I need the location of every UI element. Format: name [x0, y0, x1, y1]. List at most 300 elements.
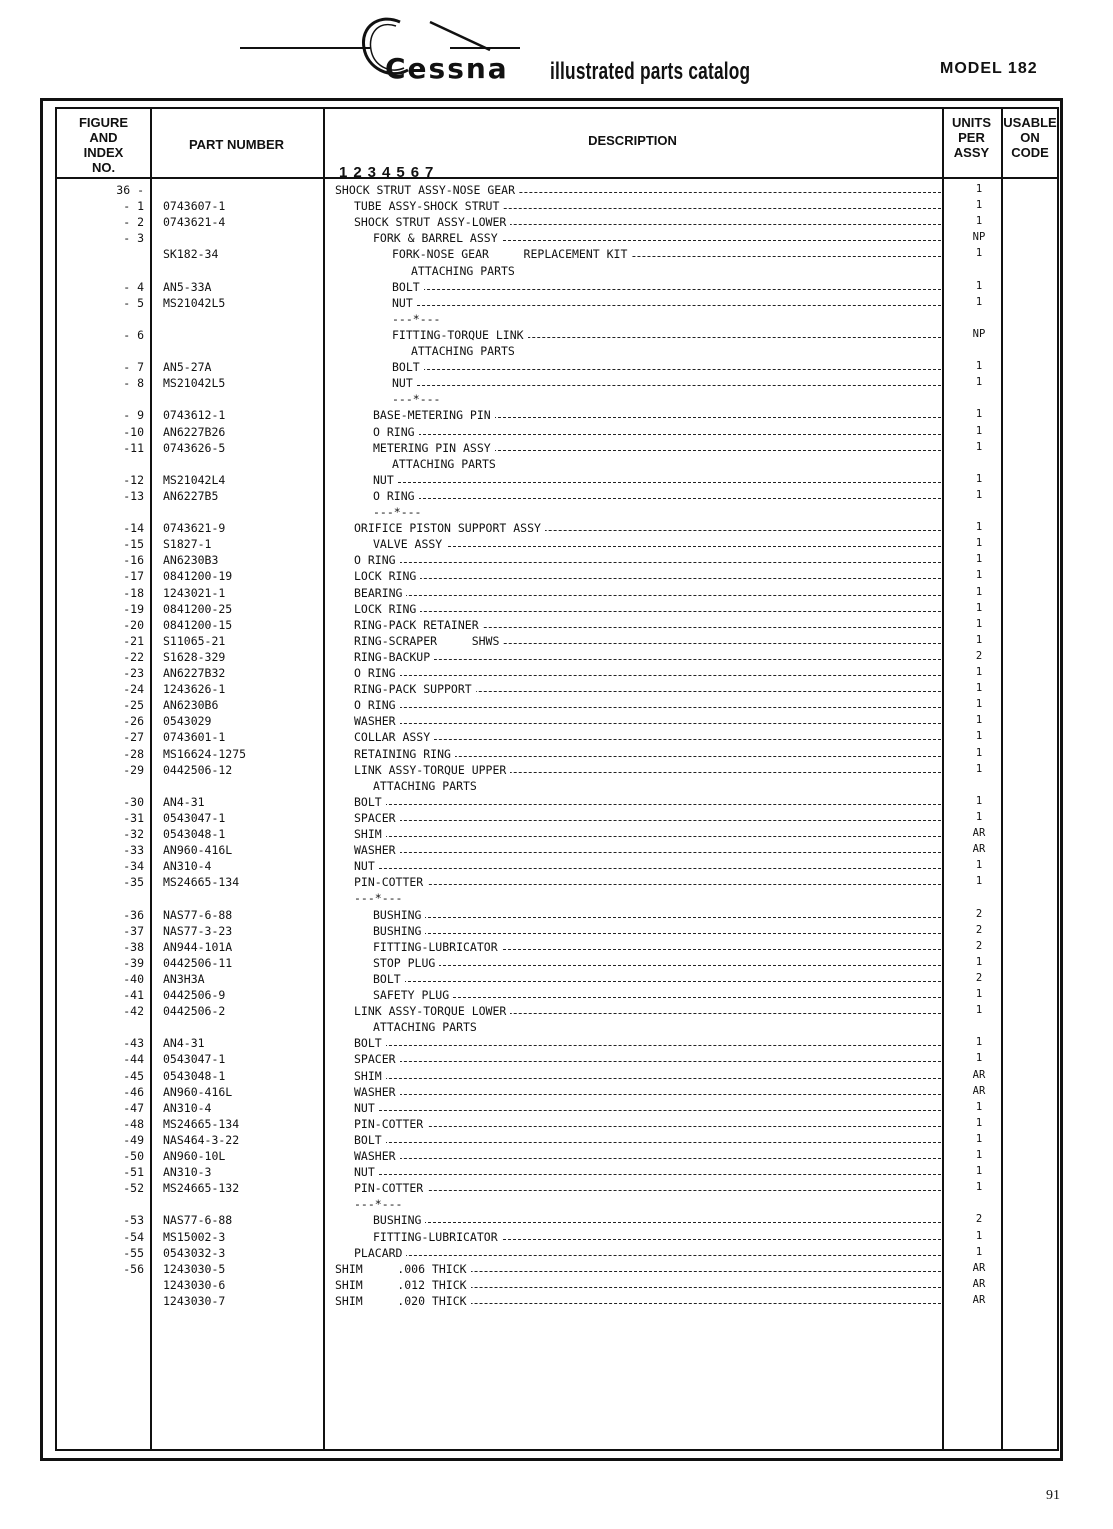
part-number: AN6227B26 — [163, 424, 226, 439]
figure-index: -28 — [123, 746, 144, 761]
figure-index: -51 — [123, 1165, 144, 1180]
figure-index: - 5 — [123, 295, 144, 310]
units-per-assy: 1 — [975, 569, 983, 582]
description-text: STOP PLUG — [373, 956, 439, 970]
figure-index: -53 — [123, 1213, 144, 1228]
part-description — [354, 1246, 941, 1260]
table-row — [57, 264, 1057, 280]
table-row — [57, 408, 1057, 424]
figure-index: -49 — [123, 1132, 144, 1147]
units-per-assy: 1 — [975, 1245, 983, 1258]
figure-index: -46 — [123, 1084, 144, 1099]
units-per-assy: 2 — [975, 1213, 983, 1226]
description-text: WASHER — [354, 1149, 400, 1163]
units-per-assy: 1 — [975, 714, 983, 727]
part-number: MS21042L4 — [163, 472, 226, 487]
figure-index: -35 — [123, 875, 144, 890]
parts-table-frame — [40, 98, 1063, 1461]
part-description — [373, 1213, 941, 1227]
part-number: AN310-3 — [163, 1165, 212, 1180]
part-number: NAS77-6-88 — [163, 1213, 233, 1228]
table-row — [57, 1246, 1057, 1262]
header-description-levels: 1234567 — [339, 164, 440, 181]
description-text: BUSHING — [373, 924, 425, 938]
part-description — [373, 988, 941, 1002]
figure-index: -42 — [123, 1004, 144, 1019]
table-row — [57, 1085, 1057, 1101]
table-row — [57, 441, 1057, 457]
table-row — [57, 1117, 1057, 1133]
part-description — [392, 312, 941, 326]
figure-index: - 9 — [123, 408, 144, 423]
table-row — [57, 763, 1057, 779]
part-number: MS24665-134 — [163, 875, 240, 890]
part-number: 0543048-1 — [163, 1068, 226, 1083]
table-row — [57, 779, 1057, 795]
units-per-assy: 1 — [975, 698, 983, 711]
description-text: LOCK RING — [354, 569, 420, 583]
table-row — [57, 924, 1057, 940]
description-text: RING-PACK SUPPORT — [354, 682, 476, 696]
description-text: ORIFICE PISTON SUPPORT ASSY — [354, 521, 545, 535]
figure-index: - 2 — [123, 215, 144, 230]
units-per-assy: 1 — [975, 215, 983, 228]
description-text: BEARING — [354, 586, 406, 600]
table-row — [57, 1004, 1057, 1020]
description-text: O RING — [354, 698, 400, 712]
part-description — [392, 360, 941, 374]
part-description — [392, 296, 941, 310]
part-description — [373, 1020, 941, 1034]
header-divider — [57, 177, 1057, 179]
part-description — [354, 795, 941, 809]
figure-index: - 4 — [123, 279, 144, 294]
table-row — [57, 811, 1057, 827]
table-row — [57, 328, 1057, 344]
table-row — [57, 586, 1057, 602]
figure-index: -56 — [123, 1261, 144, 1276]
description-text: LINK ASSY-TORQUE UPPER — [354, 763, 510, 777]
figure-index: -21 — [123, 633, 144, 648]
part-description — [354, 730, 941, 744]
figure-index: -40 — [123, 971, 144, 986]
units-per-assy: 1 — [975, 1181, 983, 1194]
table-row — [57, 296, 1057, 312]
units-per-assy: 2 — [975, 971, 983, 984]
figure-index: -27 — [123, 730, 144, 745]
part-description — [373, 425, 941, 439]
part-description — [392, 392, 941, 406]
units-per-assy: AR — [972, 1277, 986, 1290]
part-description — [373, 537, 941, 551]
header-figure: FIGURE AND INDEX NO. — [78, 115, 129, 175]
part-number: AN960-416L — [163, 843, 233, 858]
table-row — [57, 940, 1057, 956]
part-number: 0543032-3 — [163, 1245, 226, 1260]
part-description — [354, 763, 941, 777]
part-description — [354, 618, 941, 632]
part-description — [354, 714, 941, 728]
description-text: TUBE ASSY-SHOCK STRUT — [354, 199, 503, 213]
part-description — [354, 215, 941, 229]
description-text: ATTACHING PARTS — [373, 1020, 481, 1034]
part-description — [354, 1197, 941, 1211]
figure-index: -16 — [123, 553, 144, 568]
part-number: 0743601-1 — [163, 730, 226, 745]
description-text: WASHER — [354, 1085, 400, 1099]
figure-index: -37 — [123, 923, 144, 938]
units-per-assy: 1 — [975, 183, 983, 195]
part-description — [354, 875, 941, 889]
description-text: PLACARD — [354, 1246, 406, 1260]
part-description — [354, 698, 941, 712]
description-text: ---*--- — [354, 1197, 406, 1211]
units-per-assy: NP — [972, 327, 986, 340]
table-row — [57, 1149, 1057, 1165]
part-description — [373, 1230, 941, 1244]
description-text: O RING — [373, 425, 419, 439]
figure-index: 36 - — [116, 183, 144, 197]
units-per-assy: 1 — [975, 553, 983, 566]
part-number: 1243030-5 — [163, 1261, 226, 1276]
part-description — [354, 1117, 941, 1131]
part-number: 0543048-1 — [163, 827, 226, 841]
units-per-assy: 1 — [975, 988, 983, 1000]
description-text: BOLT — [354, 1036, 386, 1050]
units-per-assy: 2 — [975, 649, 983, 662]
part-number: AN6230B3 — [163, 553, 219, 568]
part-description — [373, 779, 941, 793]
part-number: 0841200-25 — [163, 601, 233, 616]
figure-index: -11 — [123, 440, 144, 455]
table-row — [57, 1069, 1057, 1085]
part-number: S1827-1 — [163, 537, 212, 552]
figure-index: -30 — [123, 794, 144, 809]
figure-index: - 1 — [123, 199, 144, 214]
description-text: PIN-COTTER — [354, 1117, 427, 1131]
part-description — [392, 247, 941, 261]
description-text: FORK-NOSE GEAR REPLACEMENT KIT — [392, 247, 631, 261]
part-description — [354, 650, 941, 664]
part-number: MS24665-132 — [163, 1181, 240, 1196]
part-number: S1628-329 — [163, 649, 226, 664]
table-row — [57, 602, 1057, 618]
table-row — [57, 988, 1057, 1004]
table-row — [57, 231, 1057, 247]
description-text: SHIM .006 THICK — [335, 1262, 471, 1276]
units-per-assy: 1 — [975, 440, 983, 453]
part-number: 0442506-12 — [163, 762, 233, 777]
description-text: BOLT — [392, 280, 424, 294]
units-per-assy: 1 — [975, 746, 983, 759]
description-text: METERING PIN ASSY — [373, 441, 495, 455]
table-row — [57, 425, 1057, 441]
description-text: NUT — [354, 1101, 379, 1115]
description-text: SHIM .020 THICK — [335, 1294, 471, 1308]
table-row — [57, 457, 1057, 473]
part-description — [354, 1101, 941, 1115]
units-per-assy: 1 — [975, 1100, 983, 1113]
part-number: AN944-101A — [163, 939, 233, 954]
table-row — [57, 1294, 1057, 1310]
part-number: NAS464-3-22 — [163, 1132, 240, 1147]
part-description — [354, 1052, 941, 1066]
table-row — [57, 682, 1057, 698]
units-per-assy: 1 — [975, 247, 983, 260]
part-description — [354, 1069, 941, 1083]
part-number: MS16624-1275 — [163, 746, 247, 761]
figure-index: -47 — [123, 1100, 144, 1115]
figure-index: -22 — [123, 649, 144, 664]
part-description — [373, 940, 941, 954]
units-per-assy: NP — [972, 231, 986, 244]
units-per-assy: 1 — [975, 762, 983, 775]
figure-index: -31 — [123, 810, 144, 825]
figure-index: -23 — [123, 666, 144, 680]
units-per-assy: 1 — [975, 360, 983, 373]
part-number: 0841200-15 — [163, 617, 233, 632]
part-description — [354, 1149, 941, 1163]
figure-index: -24 — [123, 682, 144, 697]
part-number: 0743621-4 — [163, 215, 226, 230]
part-description — [411, 344, 941, 358]
part-description — [373, 231, 941, 245]
part-description — [354, 859, 941, 873]
table-row — [57, 698, 1057, 714]
description-text: SHOCK STRUT ASSY-NOSE GEAR — [335, 183, 519, 197]
units-per-assy: 1 — [975, 488, 983, 501]
figure-index: -19 — [123, 601, 144, 616]
part-description — [392, 457, 941, 471]
units-per-assy: AR — [972, 1293, 986, 1306]
part-description — [411, 264, 941, 278]
part-description — [373, 908, 941, 922]
description-text: LINK ASSY-TORQUE LOWER — [354, 1004, 510, 1018]
part-number: SK182-34 — [163, 247, 219, 262]
description-text: WASHER — [354, 843, 400, 857]
figure-index: - 8 — [123, 376, 144, 391]
part-description — [335, 1262, 941, 1276]
units-per-assy: 2 — [975, 907, 983, 920]
units-per-assy: 1 — [975, 585, 983, 598]
description-text: FITTING-LUBRICATOR — [373, 940, 502, 954]
part-number: AN4-31 — [163, 794, 205, 809]
table-row — [57, 473, 1057, 489]
part-number: AN6230B6 — [163, 698, 219, 713]
part-description — [373, 505, 941, 519]
part-description — [354, 811, 941, 825]
table-row — [57, 1052, 1057, 1068]
description-text: BOLT — [354, 1133, 386, 1147]
table-row — [57, 747, 1057, 763]
part-number: 0543029 — [163, 714, 212, 729]
figure-index: -32 — [123, 827, 144, 841]
part-description — [373, 956, 941, 970]
figure-index: -39 — [123, 955, 144, 970]
part-description — [354, 843, 941, 857]
units-per-assy: 1 — [975, 875, 983, 888]
part-description — [354, 199, 941, 213]
description-text: ---*--- — [373, 505, 425, 519]
units-per-assy: 1 — [975, 279, 983, 292]
units-per-assy: 1 — [975, 1052, 983, 1065]
description-text: ---*--- — [354, 891, 406, 905]
part-number: AN310-4 — [163, 1100, 212, 1115]
table-row — [57, 215, 1057, 231]
figure-index: -29 — [123, 762, 144, 777]
table-row — [57, 312, 1057, 328]
figure-index: -12 — [123, 472, 144, 487]
table-row — [57, 360, 1057, 376]
part-number: 0442506-2 — [163, 1004, 226, 1019]
table-row — [57, 521, 1057, 537]
units-per-assy: 1 — [975, 376, 983, 389]
part-description — [354, 1181, 941, 1195]
table-row — [57, 1036, 1057, 1052]
units-per-assy: 1 — [975, 1132, 983, 1145]
figure-index: -34 — [123, 859, 144, 874]
part-description — [335, 1278, 941, 1292]
part-description — [335, 1294, 941, 1308]
catalog-title: illustrated parts catalog — [550, 58, 751, 85]
part-description — [354, 521, 941, 535]
table-row — [57, 1278, 1057, 1294]
table-row — [57, 634, 1057, 650]
units-per-assy: 1 — [975, 1165, 983, 1178]
part-description — [354, 1165, 941, 1179]
table-row — [57, 891, 1057, 907]
description-text: BUSHING — [373, 1213, 425, 1227]
description-text: SHIM — [354, 1069, 386, 1083]
description-text: RING-BACKUP — [354, 650, 434, 664]
description-text: RING-PACK RETAINER — [354, 618, 483, 632]
part-number: AN3H3A — [163, 971, 205, 986]
part-number: AN310-4 — [163, 859, 212, 874]
table-row — [57, 1101, 1057, 1117]
description-text: NUT — [392, 376, 417, 390]
figure-index: -10 — [123, 424, 144, 439]
figure-index: -36 — [123, 907, 144, 922]
part-description — [354, 586, 941, 600]
part-description — [354, 891, 941, 905]
table-row — [57, 730, 1057, 746]
table-row — [57, 972, 1057, 988]
units-per-assy: 1 — [975, 617, 983, 630]
table-row — [57, 344, 1057, 360]
part-number: 0442506-11 — [163, 955, 233, 970]
units-per-assy: 1 — [975, 666, 983, 678]
figure-index: -54 — [123, 1229, 144, 1244]
part-description — [373, 924, 941, 938]
page-header — [0, 0, 1113, 100]
figure-index: -48 — [123, 1116, 144, 1131]
part-description — [354, 634, 941, 648]
figure-index: -14 — [123, 521, 144, 536]
table-row — [57, 666, 1057, 682]
figure-index: -13 — [123, 488, 144, 503]
part-description — [354, 827, 941, 841]
table-row — [57, 1230, 1057, 1246]
page-number: 91 — [1046, 1488, 1060, 1503]
table-row — [57, 908, 1057, 924]
part-number: AN960-10L — [163, 1149, 226, 1163]
part-description — [354, 682, 941, 696]
units-per-assy: 1 — [975, 1229, 983, 1242]
part-description — [373, 408, 941, 422]
units-per-assy: 1 — [975, 601, 983, 614]
part-description — [354, 569, 941, 583]
figure-index: -43 — [123, 1036, 144, 1051]
parts-table — [55, 107, 1059, 1451]
figure-index: -25 — [123, 698, 144, 713]
part-number: 0442506-9 — [163, 988, 226, 1002]
figure-index: -55 — [123, 1245, 144, 1260]
part-description — [335, 183, 941, 197]
units-per-assy: 1 — [975, 424, 983, 437]
part-number: NAS77-6-88 — [163, 907, 233, 922]
figure-index: -33 — [123, 843, 144, 858]
figure-index: -38 — [123, 939, 144, 954]
part-description — [373, 972, 941, 986]
description-text: BOLT — [373, 972, 405, 986]
figure-index: -15 — [123, 537, 144, 552]
units-per-assy: AR — [972, 1261, 986, 1274]
part-number: AN4-31 — [163, 1036, 205, 1051]
table-row — [57, 1020, 1057, 1036]
part-number: AN5-33A — [163, 279, 212, 294]
description-text: WASHER — [354, 714, 400, 728]
description-text: VALVE ASSY — [373, 537, 446, 551]
description-text: NUT — [354, 1165, 379, 1179]
description-text: O RING — [354, 666, 400, 680]
part-number: 0743626-5 — [163, 440, 226, 455]
units-per-assy: 1 — [975, 810, 983, 823]
units-per-assy: AR — [972, 1084, 986, 1097]
figure-index: -52 — [123, 1181, 144, 1196]
header-part-number: PART NUMBER — [188, 137, 285, 152]
part-number: 0841200-19 — [163, 569, 233, 584]
description-text: FITTING-LUBRICATOR — [373, 1230, 502, 1244]
description-text: SAFETY PLUG — [373, 988, 453, 1002]
part-number: AN960-416L — [163, 1084, 233, 1099]
table-row — [57, 875, 1057, 891]
figure-index: -20 — [123, 617, 144, 632]
figure-index: - 7 — [123, 360, 144, 375]
part-number: 1243030-7 — [163, 1293, 226, 1308]
units-per-assy: 1 — [975, 859, 983, 872]
part-number: S11065-21 — [163, 633, 226, 648]
description-text: ATTACHING PARTS — [411, 264, 519, 278]
part-description — [354, 747, 941, 761]
part-number: 1243626-1 — [163, 682, 226, 697]
units-per-assy: 1 — [975, 1036, 983, 1049]
description-text: BASE-METERING PIN — [373, 408, 495, 422]
description-text: LOCK RING — [354, 602, 420, 616]
units-per-assy: 2 — [975, 923, 983, 936]
part-description — [392, 376, 941, 390]
description-text: NUT — [392, 296, 417, 310]
units-per-assy: AR — [972, 827, 986, 839]
units-per-assy: 1 — [975, 537, 983, 550]
units-per-assy: 1 — [975, 521, 983, 534]
table-row — [57, 505, 1057, 521]
part-description — [373, 473, 941, 487]
part-description — [354, 1085, 941, 1099]
figure-index: - 3 — [123, 231, 144, 246]
part-number: AN5-27A — [163, 360, 212, 375]
description-text: COLLAR ASSY — [354, 730, 434, 744]
part-number: 0743612-1 — [163, 408, 226, 423]
